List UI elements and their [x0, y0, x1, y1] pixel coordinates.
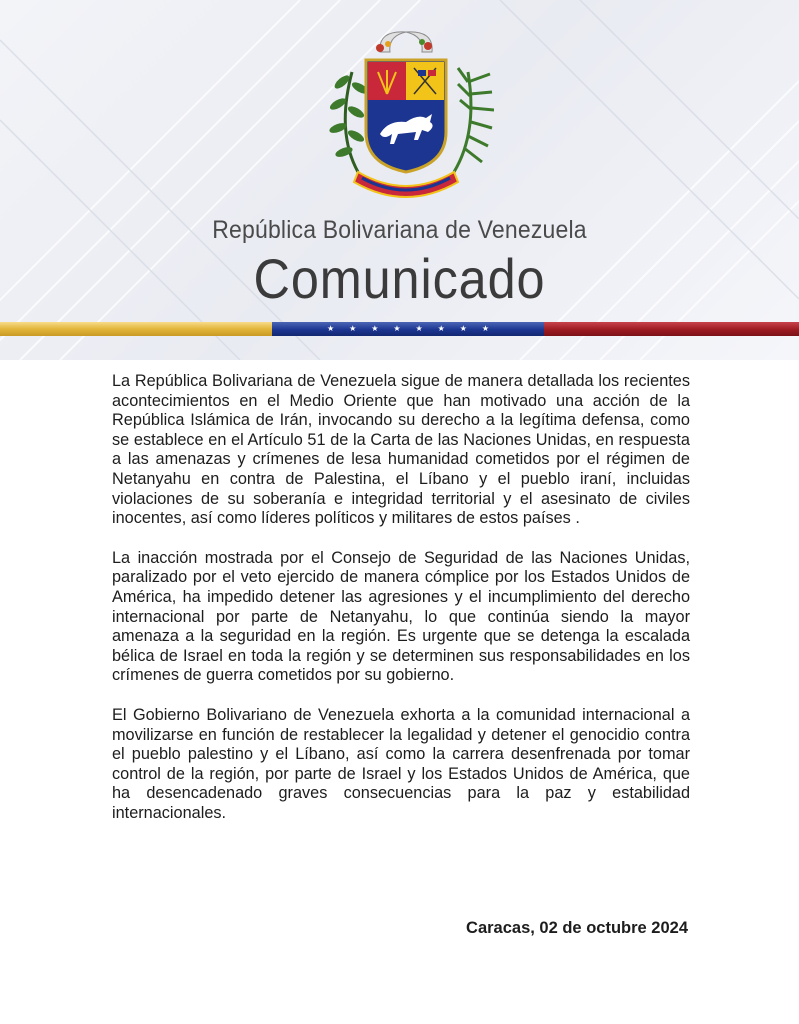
venezuela-coat-of-arms-icon [318, 22, 494, 212]
document-header [0, 0, 799, 360]
star-icon: ★ [481, 324, 489, 333]
star-icon: ★ [393, 324, 401, 333]
paragraph: La República Bolivariana de Venezuela sigue de manera detallada los recientes acontecimientos en el Medio Oriente que han motivado una acción de la República Islámica de Irán, invocando su derecho a la legítima defensa, como se establece en el Artículo 51 de la Carta de las Naciones Unidas, en respuesta a las amenazas y crímenes de lesa humanidad cometidos por el régimen de Netanyahu en contra de Palestina, el Líbano y el pueblo iraní, incluidas violaciones de su soberanía e integridad territorial y el asesinato de civiles inocentes, así como líderes políticos y militares de estos países . [112, 372, 690, 528]
star-icon: ★ [415, 324, 423, 333]
star-icon: ★ [371, 324, 379, 333]
paragraph: La inacción mostrada por el Consejo de Seguridad de las Naciones Unidas, paralizado por el veto ejercido de manera cómplice por los Estados Unidos de América, ha impedido detener las agresiones y el incumplimiento del derecho internacional por parte de Netanyahu, lo que continúa siendo la mayor amenaza a la seguridad en la región. Es urgente que se detenga la escalada bélica de Israel en toda la región y se determinen sus responsabilidades en los crímenes de guerra cometidos por su gobierno. [112, 548, 690, 685]
flag-band-yellow [0, 322, 272, 336]
document-title: Comunicado [253, 247, 546, 310]
statement-body [112, 372, 690, 843]
country-name: República Bolivariana de Venezuela [212, 216, 587, 244]
star-icon: ★ [349, 324, 357, 333]
star-icon: ★ [326, 324, 335, 333]
star-icon: ★ [459, 324, 467, 333]
flag-band-red [544, 322, 799, 336]
place-and-date: Caracas, 02 de octubre 2024 [466, 919, 688, 937]
star-icon: ★ [437, 324, 445, 333]
flag-band-blue [272, 322, 544, 336]
paragraph: El Gobierno Bolivariano de Venezuela exhorta a la comunidad internacional a movilizarse en función de restablecer la legalidad y detener el genocidio contra el pueblo palestino y el Líbano, así como la carrera desenfrenada por tomar control de la región, por parte de Israel y los Estados Unidos de América, que ha desencadenado graves consecuencias para la paz y estabilidad internacionales. [112, 705, 690, 822]
